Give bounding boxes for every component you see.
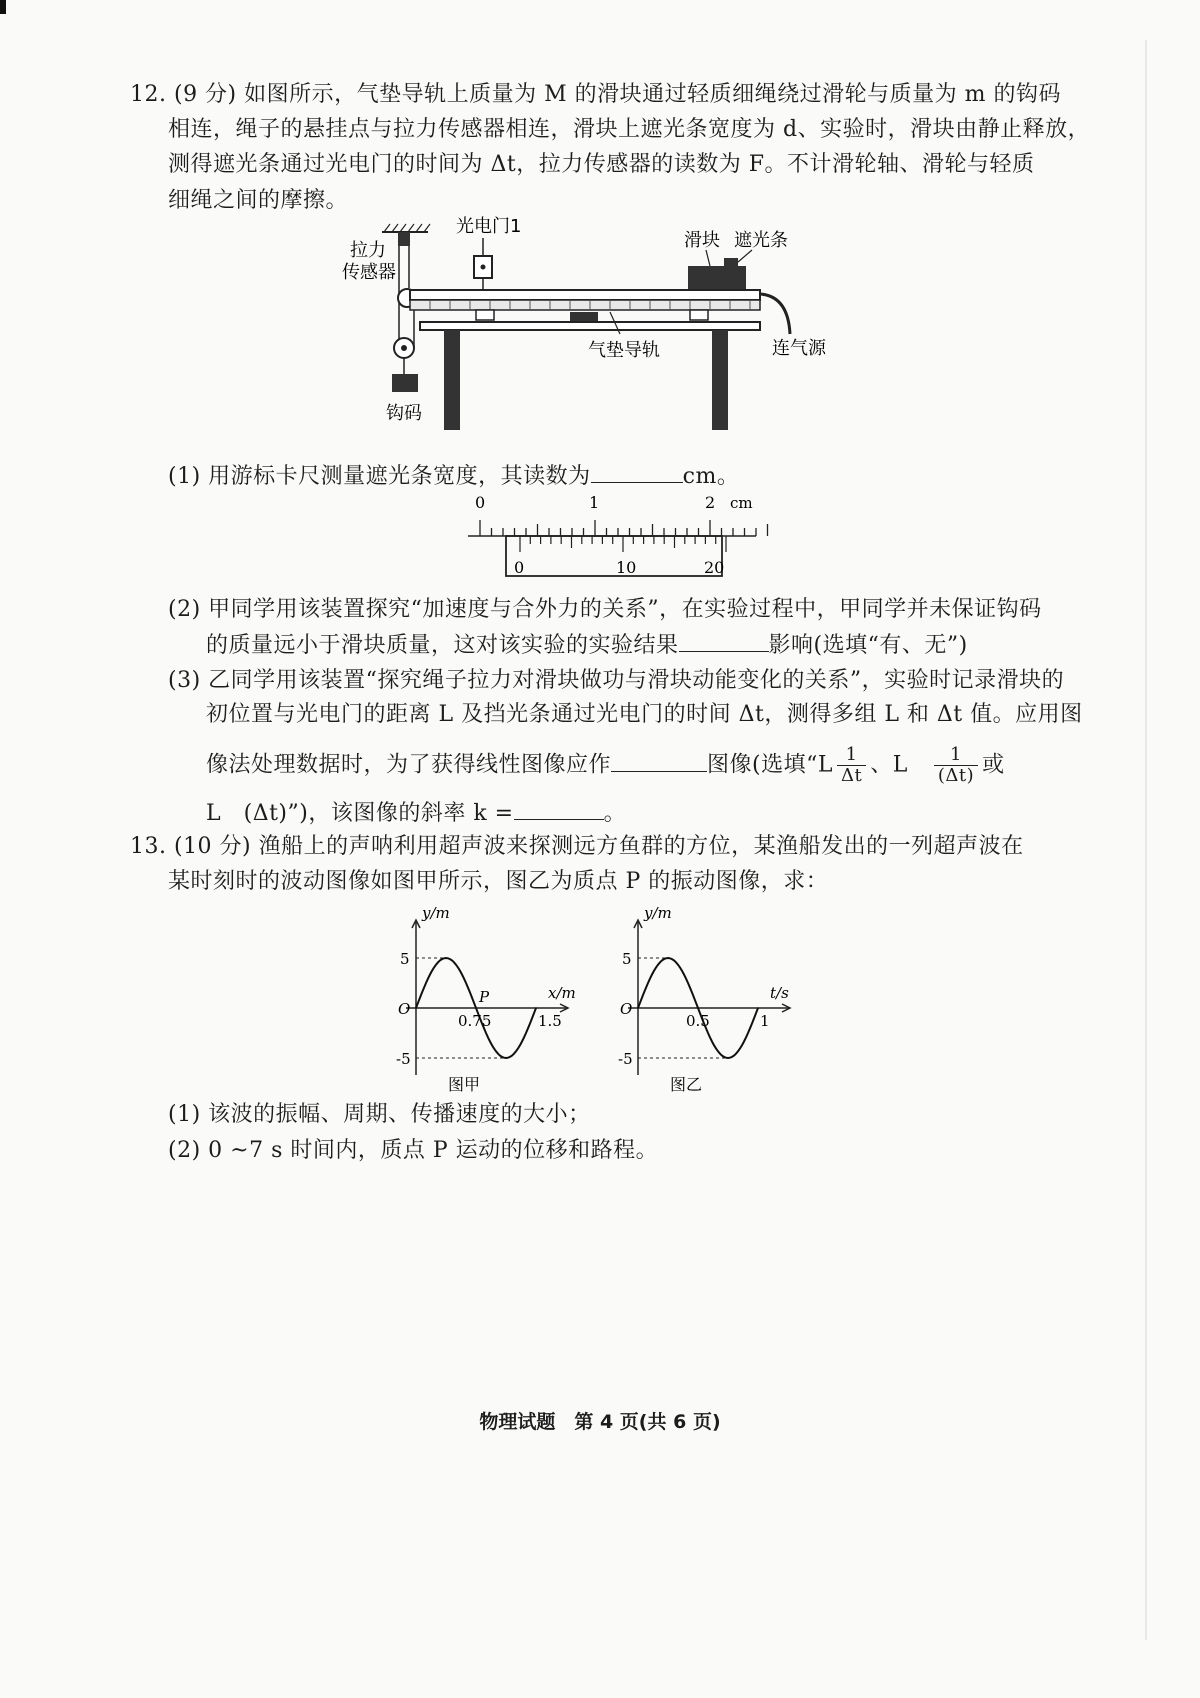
q13-line-2: 某时刻时的波动图像如图甲所示，图乙为质点 P 的振动图像，求： [168, 869, 829, 894]
data-point [637, 1007, 639, 1009]
graph-caption: 图乙 [670, 1075, 703, 1094]
air-track-figure [320, 216, 880, 451]
x-axis-label: t/s [770, 984, 789, 1002]
q12-sub1-blank[interactable] [591, 460, 683, 483]
data-point [535, 1007, 537, 1009]
x-tick-label: 1.5 [538, 1012, 562, 1030]
q13-question-2: (2) 0 ~7 s 时间内，质点 P 运动的位移和路程。 [168, 1138, 659, 1163]
caliper-main-2: 2 [705, 493, 716, 512]
q13-line-1: 13. (10 分) 渔船上的声呐利用超声波来探测远方鱼群的方位，某渔船发出的一列超声波在 [130, 834, 1024, 859]
x-tick-label: 1 [760, 1012, 770, 1030]
wave-graph-jia [396, 900, 608, 1094]
q12-line-1: 12. (9 分) 如图所示，气垫导轨上质量为 M 的滑块通过轻质细绳绕过滑轮与质量为 m 的钩码 [130, 82, 1061, 107]
data-point [460, 972, 462, 974]
shade-label: 遮光条 [734, 230, 788, 251]
sensor-label-2: 传感器 [342, 262, 396, 283]
q12-line-4: 细绳之间的摩擦。 [168, 188, 349, 213]
data-point [667, 957, 669, 959]
sensor-block [398, 232, 410, 246]
data-point [415, 1007, 417, 1009]
caliper-vernier-10: 10 [616, 558, 637, 577]
q12-line-2: 相连，绳子的悬挂点与拉力传感器相连，滑块上遮光条宽度为 d、实验时，滑块由静止释放， [168, 117, 1091, 142]
data-point [520, 1043, 522, 1045]
y-axis-label: y/m [422, 904, 450, 922]
fraction-1-over-dt [837, 745, 866, 786]
origin-label: O [398, 1000, 411, 1018]
table-leg-right [712, 330, 728, 430]
q13-question-1: (1) 该波的振幅、周期、传播速度的大小； [168, 1102, 591, 1127]
q12-sub2-text: 的质量远小于滑块质量，这对该实验的实验结果 [206, 633, 679, 658]
caliper-vernier-20: 20 [704, 558, 725, 577]
data-point [652, 972, 654, 974]
data-point [475, 1007, 477, 1009]
q12-sub2-line-1: (2) 甲同学用该装置探究“加速度与合外力的关系”，在实验过程中，甲同学并未保证钩码 [168, 597, 1042, 622]
q12-sub3-text-c: L (Δt)”)，该图像的斜率 k = [206, 801, 514, 826]
page-footer: 物理试题 第 4 页(共 6 页) [479, 1411, 721, 1433]
fraction-1-over-dt-squared [934, 745, 978, 786]
q12-sub1 [168, 460, 739, 492]
q12-sub3-text-b: 图像(选填“L [707, 752, 833, 778]
data-point [505, 1057, 507, 1059]
data-point [697, 1007, 699, 1009]
q12-sub3-or: 或 [982, 752, 1005, 778]
caliper-unit: cm [730, 494, 753, 512]
data-point [757, 1007, 759, 1009]
q12-sub3-blank-slope[interactable] [514, 797, 604, 820]
table-leg-left [444, 330, 460, 430]
data-point [430, 972, 432, 974]
x-tick-label: 0.5 [686, 1012, 710, 1030]
slider-label: 滑块 [684, 230, 720, 251]
q12-sub3-text-a: 像法处理数据时，为了获得线性图像应作 [206, 752, 612, 778]
slider-block [688, 266, 746, 290]
hook-weight [392, 374, 418, 392]
point-p-label: P [479, 988, 490, 1006]
vernier-caliper [468, 492, 768, 584]
q12-sub2-tail: 影响(选填“有、无”) [768, 633, 968, 658]
q12-line-3: 测得遮光条通过光电门的时间为 Δt，拉力传感器的读数为 F。不计滑轮轴、滑轮与轻质 [168, 152, 1035, 177]
table-top [420, 322, 760, 330]
data-point [712, 1043, 714, 1045]
frac2-den: (Δt) [937, 765, 975, 786]
q12-sub3-line-1: (3) 乙同学用该装置“探究绳子拉力对滑块做功与滑块动能变化的关系”，实验时记录滑块的 [168, 668, 1065, 693]
y-tick-label: 5 [400, 950, 410, 968]
vernier-plate [506, 536, 725, 577]
y-tick-label: -5 [618, 1050, 633, 1068]
caliper-main-0: 0 [475, 493, 486, 512]
photogate-label: 光电门1 [456, 216, 522, 237]
scan-mark [0, 0, 6, 14]
q12-sub3-line-4 [206, 797, 626, 829]
data-point [445, 957, 447, 959]
frac1-num: 1 [837, 745, 866, 766]
y-tick-label: 5 [622, 950, 632, 968]
frac1-den: Δt [840, 765, 863, 786]
x-tick-label: 0.75 [458, 1012, 492, 1030]
q12-sub2-line-2 [206, 629, 968, 661]
data-point [490, 1043, 492, 1045]
data-point [742, 1043, 744, 1045]
rail-label: 气垫导轨 [588, 340, 660, 361]
air-source-label: 连气源 [772, 338, 826, 359]
q12-sub2-blank[interactable] [679, 629, 769, 652]
q12-sub3-line-2: 初位置与光电门的距离 L 及挡光条通过光电门的时间 Δt，测得多组 L 和 Δt 值。应用图 [206, 702, 1083, 727]
vibration-graph-yi [618, 900, 830, 1094]
weight-label: 钩码 [386, 403, 422, 424]
q12-sub3-blank-graph[interactable] [611, 749, 707, 772]
y-axis-label: y/m [644, 904, 672, 922]
x-axis-label: x/m [548, 984, 576, 1002]
air-rail [410, 290, 760, 300]
scan-edge [1145, 40, 1147, 1640]
caliper-main-1: 1 [589, 493, 600, 512]
q12-sub3-end: 。 [603, 801, 627, 826]
q12-sub1-unit: cm。 [682, 464, 740, 489]
q12-sub1-text: (1) 用游标卡尺测量遮光条宽度，其读数为 [168, 464, 591, 489]
data-point [682, 972, 684, 974]
graph-caption: 图甲 [448, 1075, 481, 1094]
origin-label: O [620, 1000, 633, 1018]
y-tick-label: -5 [396, 1050, 411, 1068]
frac2-num: 1 [934, 745, 978, 766]
q12-sub3-line-3 [206, 745, 1005, 786]
caliper-vernier-0: 0 [514, 558, 525, 577]
data-point [727, 1057, 729, 1059]
sensor-label-1: 拉力 [350, 240, 386, 261]
q12-sub3-l-mark: 、L [870, 752, 908, 778]
